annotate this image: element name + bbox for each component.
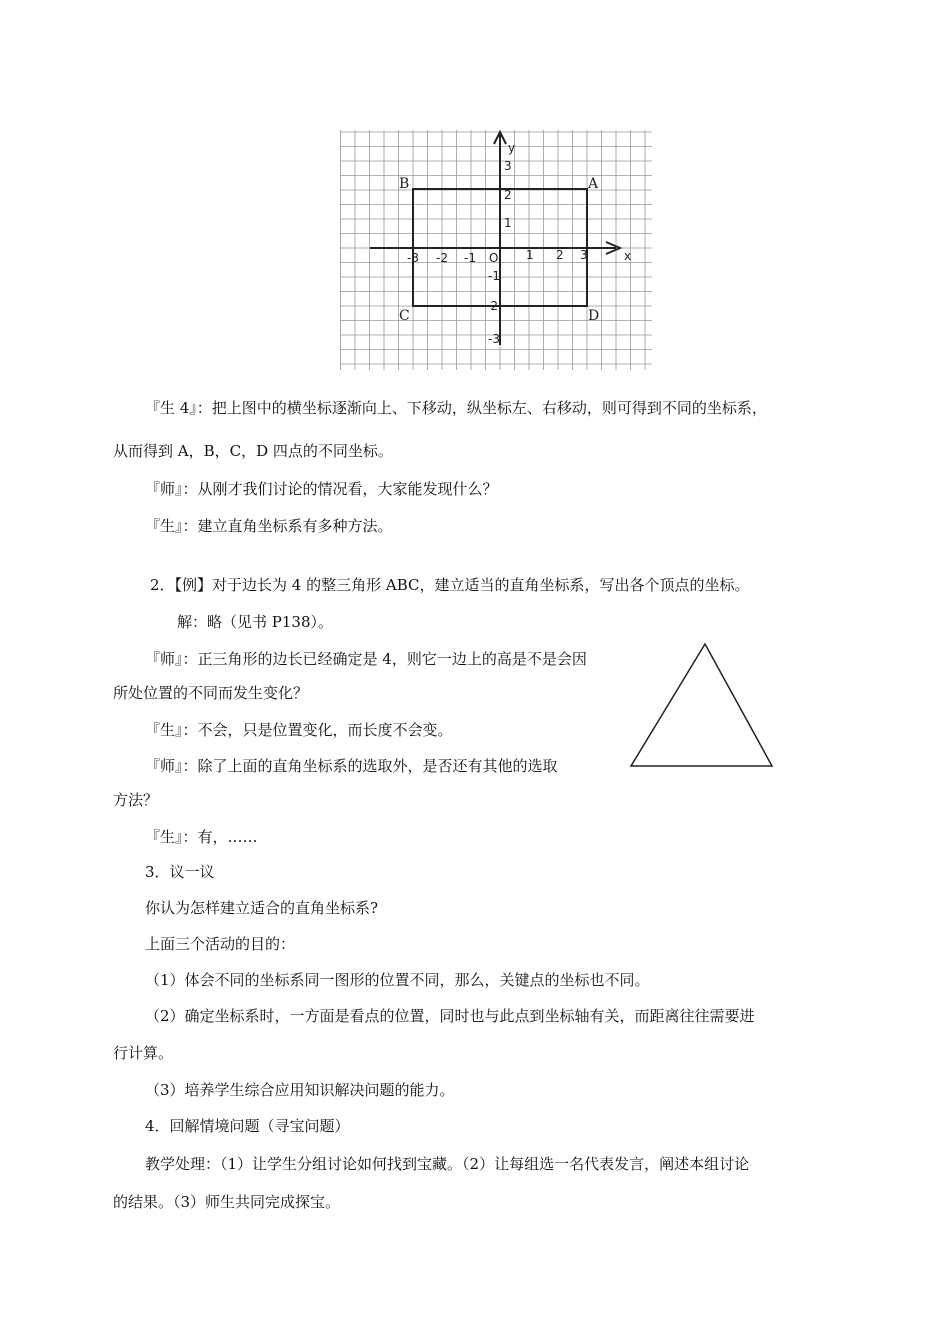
x-axis-label: x: [624, 249, 632, 263]
paragraph: 2．【例】对于边长为 4 的整三角形 ABC，建立适当的直角坐标系，写出各个顶点的坐标。: [150, 576, 750, 594]
section-heading: 3．议一议: [145, 863, 215, 881]
x-tick-label: 1: [526, 248, 534, 262]
x-tick-label: 3: [580, 248, 588, 262]
x-tick-label: 2: [556, 248, 564, 262]
paragraph: （1）体会不同的坐标系同一图形的位置不同，那么，关键点的坐标也不同。: [145, 971, 650, 989]
point-label-a: A: [588, 176, 599, 192]
paragraph: 上面三个活动的目的：: [145, 935, 296, 953]
paragraph: （3）培养学生综合应用知识解决问题的能力。: [145, 1081, 455, 1099]
origin-label: O: [489, 251, 499, 265]
y-axis-label: y: [508, 141, 516, 155]
y-tick-label: 1: [504, 216, 512, 230]
y-tick-label: 3: [504, 159, 512, 173]
y-tick-label: 2: [504, 188, 512, 202]
paragraph: 『师』：正三角形的边长已经确定是 4，则它一边上的高是不是会因: [145, 650, 587, 668]
paragraph: 『生』：有，……: [145, 828, 258, 846]
point-label-b: B: [399, 176, 410, 192]
paragraph: 所处位置的不同而发生变化？: [113, 684, 309, 702]
y-tick-label: -3: [488, 332, 500, 346]
paragraph: 解：略（见书 P138）。: [177, 613, 333, 631]
paragraph: 『生 4』：把上图中的横坐标逐渐向上、下移动，纵坐标左、右移动，则可得到不同的坐标系，: [145, 399, 767, 417]
paragraph: 『生』：建立直角坐标系有多种方法。: [145, 517, 393, 535]
paragraph: 方法？: [113, 791, 159, 809]
point-label-d: D: [588, 308, 600, 324]
paragraph: 『师』：从刚才我们讨论的情况看，大家能发现什么？: [145, 480, 498, 498]
paragraph: 你认为怎样建立适合的直角坐标系?: [145, 899, 379, 917]
paragraph: 『师』：除了上面的直角坐标系的选取外，是否还有其他的选取: [145, 757, 558, 775]
point-label-c: C: [399, 308, 410, 324]
x-tick-label: -3: [407, 251, 419, 265]
paragraph: 行计算。: [113, 1044, 174, 1062]
section-heading: 4．回解情境问题（寻宝问题）: [145, 1117, 350, 1135]
x-tick-label: -1: [464, 251, 476, 265]
paragraph: 从而得到 A，B，C，D 四点的不同坐标。: [113, 442, 393, 460]
x-tick-label: -2: [436, 251, 448, 265]
paragraph: 教学处理：（1）让学生分组讨论如何找到宝藏。（2）让每组选一名代表发言，阐述本组讨论: [145, 1155, 750, 1173]
triangle-figure: [627, 640, 777, 772]
paragraph: 『生』：不会，只是位置变化，而长度不会变。: [145, 721, 453, 739]
equilateral-triangle: [631, 644, 772, 766]
y-tick-label: -1: [488, 269, 500, 283]
y-tick-label: -2: [486, 299, 498, 313]
paragraph: 的结果。（3）师生共同完成探宝。: [113, 1193, 341, 1211]
coordinate-grid-figure: [340, 130, 652, 370]
paragraph: （2）确定坐标系时，一方面是看点的位置，同时也与此点到坐标轴有关，而距离往往需要进: [145, 1007, 755, 1025]
